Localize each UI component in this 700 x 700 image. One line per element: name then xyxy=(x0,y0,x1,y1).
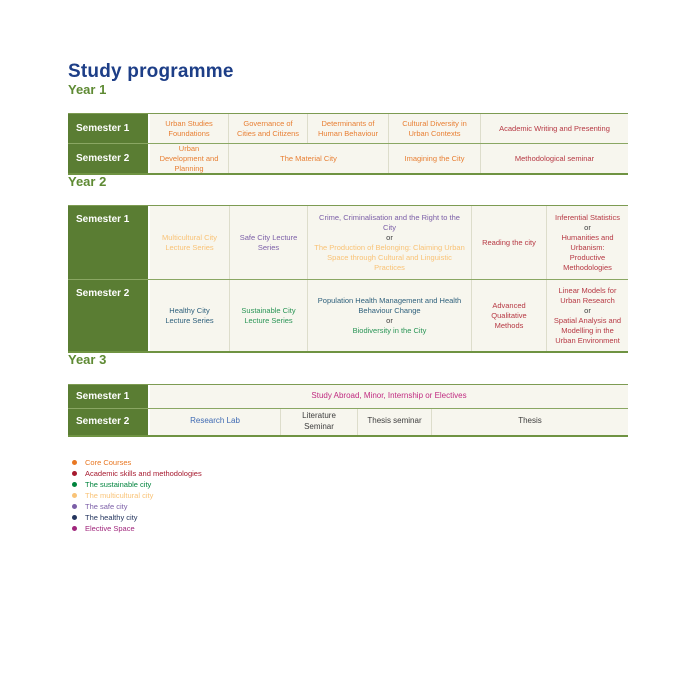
course-name: Imagining the City xyxy=(404,153,465,163)
legend xyxy=(68,457,628,534)
course-cell xyxy=(431,409,628,435)
year-1-heading: Year 1 xyxy=(68,81,107,97)
legend-item-healthy-city xyxy=(72,512,628,523)
semester-label: Semester 2 xyxy=(68,144,150,173)
legend-label: Elective Space xyxy=(85,523,135,533)
course-name: Biodiversity in the City xyxy=(352,326,427,336)
legend-dot-icon xyxy=(72,515,77,520)
legend-item-core-courses xyxy=(72,457,628,468)
year-2-semester-1-row xyxy=(68,206,628,279)
page-title: Study programme xyxy=(68,61,234,82)
course-cell xyxy=(229,280,307,351)
course-name: Healthy City Lecture Series xyxy=(165,305,214,325)
course-name: Reading the city xyxy=(482,237,536,247)
year-1-table xyxy=(68,113,628,175)
legend-dot-icon xyxy=(72,482,77,487)
course-cell xyxy=(307,114,388,143)
legend-dot-icon xyxy=(72,504,77,509)
or-separator: or xyxy=(584,222,591,232)
course-name: Research Lab xyxy=(190,416,240,426)
legend-dot-icon xyxy=(72,493,77,498)
course-name: Study Abroad, Minor, Internship or Electives xyxy=(311,390,467,400)
course-cell xyxy=(228,114,307,143)
course-name: Population Health Management and Health Behaviour Change xyxy=(317,295,462,315)
course-cell xyxy=(229,206,307,279)
course-cell xyxy=(357,409,431,435)
course-cell xyxy=(471,206,546,279)
legend-label: The multicultural city xyxy=(85,490,154,500)
course-cell xyxy=(150,385,628,408)
course-name: Thesis xyxy=(518,416,542,426)
course-cell xyxy=(388,144,480,173)
course-cell xyxy=(546,280,628,351)
course-cell xyxy=(307,206,471,279)
year-2-heading: Year 2 xyxy=(68,174,107,190)
course-cell xyxy=(150,144,228,173)
year-3-semester-2-row xyxy=(68,408,628,435)
course-name: Inferential Statistics xyxy=(554,212,621,222)
semester-label: Semester 1 xyxy=(68,114,150,143)
course-name: Cultural Diversity in Urban Contexts xyxy=(402,118,467,138)
course-name: Methodological seminar xyxy=(514,153,595,163)
legend-label: The sustainable city xyxy=(85,479,152,489)
course-name: Urban Development and Planning xyxy=(159,143,219,173)
course-cell xyxy=(150,409,280,435)
legend-label: The healthy city xyxy=(85,512,138,522)
course-cell xyxy=(228,144,388,173)
or-separator: or xyxy=(386,315,393,325)
legend-dot-icon xyxy=(72,526,77,531)
legend-label: Core Courses xyxy=(85,457,132,467)
legend-item-academic-skills xyxy=(72,468,628,479)
year-2-semester-2-row xyxy=(68,279,628,351)
year-3-table xyxy=(68,384,628,437)
or-separator: or xyxy=(386,232,393,242)
year-2-table xyxy=(68,205,628,353)
course-cell xyxy=(388,114,480,143)
semester-label: Semester 1 xyxy=(68,206,150,279)
course-cell xyxy=(471,280,546,351)
legend-item-elective-space xyxy=(72,523,628,534)
course-cell xyxy=(150,280,229,351)
course-cell xyxy=(480,114,628,143)
course-name: Governance of Cities and Citizens xyxy=(236,118,300,138)
year-3-semester-1-row xyxy=(68,385,628,408)
course-name: Thesis seminar xyxy=(367,416,422,426)
course-name: Safe City Lecture Series xyxy=(239,232,298,252)
legend-dot-icon xyxy=(72,460,77,465)
course-name: The Production of Belonging: Claiming Urban Space through Cultural and Linguistic Practices xyxy=(314,242,465,273)
semester-label: Semester 2 xyxy=(68,280,150,351)
course-name: The Material City xyxy=(280,153,337,163)
legend-item-safe-city xyxy=(72,501,628,512)
course-name: Spatial Analysis and Modelling in the Urban Environment xyxy=(553,315,622,346)
course-name: Humanities and Urbanism: Productive Methodologies xyxy=(561,232,614,273)
course-cell xyxy=(280,409,357,435)
year-3-heading: Year 3 xyxy=(68,352,107,368)
course-name: Sustainable City Lecture Series xyxy=(241,305,296,325)
course-name: Academic Writing and Presenting xyxy=(499,123,610,133)
course-cell xyxy=(480,144,628,173)
course-name: Literature Seminar xyxy=(302,410,336,431)
course-cell xyxy=(150,206,229,279)
legend-label: The safe city xyxy=(85,501,128,511)
semester-label: Semester 2 xyxy=(68,409,150,435)
year-1-semester-2-row xyxy=(68,143,628,173)
legend-label: Academic skills and methodologies xyxy=(85,468,202,478)
legend-dot-icon xyxy=(72,471,77,476)
semester-label: Semester 1 xyxy=(68,385,150,408)
course-cell xyxy=(546,206,628,279)
course-name: Urban Studies Foundations xyxy=(165,118,213,138)
course-name: Crime, Criminalisation and the Right to the City xyxy=(319,212,460,232)
legend-item-multicultural-city xyxy=(72,490,628,501)
legend-item-sustainable-city xyxy=(72,479,628,490)
course-name: Linear Models for Urban Research xyxy=(558,285,617,305)
course-name: Advanced Qualitative Methods xyxy=(491,300,527,331)
year-1-semester-1-row xyxy=(68,114,628,143)
course-name: Multicultural City Lecture Series xyxy=(161,232,217,252)
course-cell xyxy=(307,280,471,351)
course-name: Determinants of Human Behaviour xyxy=(317,118,379,138)
course-cell xyxy=(150,114,228,143)
or-separator: or xyxy=(584,305,591,315)
